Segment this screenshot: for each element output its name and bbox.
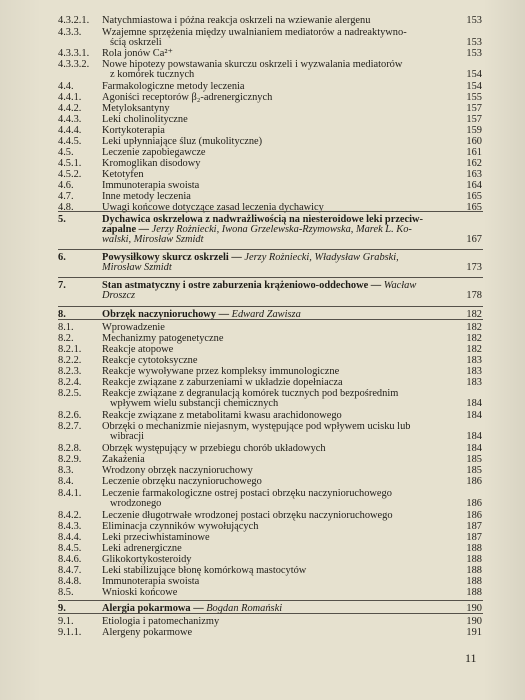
toc-title <box>102 367 432 377</box>
toc-page: 165 <box>466 191 482 202</box>
toc-number: 8.5. <box>58 587 74 598</box>
toc-title-line: Natychmiastowa i późna reakcja oskrzeli na wziewanie alergenu <box>102 15 371 26</box>
toc-page: 183 <box>466 355 482 366</box>
toc-title-line: Leczenie obrzęku naczynioruchowego <box>102 476 262 487</box>
toc-number: 8.2.8. <box>58 443 82 454</box>
toc-title-line: Mechanizmy patogenetyczne <box>102 333 224 344</box>
toc-page: 188 <box>466 554 482 565</box>
toc-number: 4.5.2. <box>58 169 82 180</box>
toc-title-line: walski, Mirosław Szmidt <box>102 234 204 245</box>
toc-number: 4.3.3. <box>58 27 82 38</box>
toc-page: 182 <box>466 322 482 333</box>
toc-page: 182 <box>466 333 482 344</box>
toc-number: 8.4.3. <box>58 521 82 532</box>
toc-page: 188 <box>466 576 482 587</box>
toc-number: 8.2.5. <box>58 388 82 399</box>
toc-page: 183 <box>466 377 482 388</box>
toc-title <box>102 159 432 169</box>
toc-number: 4.7. <box>58 191 74 202</box>
toc-number: 8.2.4. <box>58 377 82 388</box>
toc-number: 8.2.6. <box>58 410 82 421</box>
toc-number: 8.4.8. <box>58 576 82 587</box>
toc-title-line: Obrzęk naczynioruchowy — Edward Zawisza <box>102 309 301 320</box>
toc-number: 4.5. <box>58 147 74 158</box>
toc-number: 4.4.3. <box>58 114 82 125</box>
toc-title-line: Dychawica oskrzelowa z nadwrażliwością na niesteroidowe leki przeciw- <box>102 214 424 225</box>
toc-title <box>102 617 432 627</box>
toc-number: 8.2. <box>58 333 74 344</box>
toc-page: 153 <box>466 48 482 59</box>
toc-title <box>102 170 432 180</box>
toc-page: 187 <box>466 521 482 532</box>
toc-title-line: Rola jonów Ca²⁺ <box>102 48 173 59</box>
toc-divider <box>58 613 483 614</box>
toc-title-line: Eliminacja czynników wywołujących <box>102 521 259 532</box>
toc-title <box>102 577 432 587</box>
toc-title-line: z komórek tucznych <box>110 69 195 80</box>
toc-title-line: Alergia pokarmowa — Bogdan Romański <box>102 603 283 614</box>
toc-title-line: Wprowadzenie <box>102 322 165 333</box>
toc-page: 154 <box>466 69 482 80</box>
toc-title <box>102 378 432 388</box>
toc-page: 187 <box>466 532 482 543</box>
toc-number: 8.4.5. <box>58 543 82 554</box>
toc-page: 184 <box>466 410 482 421</box>
toc-page: 182 <box>466 309 482 320</box>
toc-title <box>102 49 432 59</box>
toc-number: 9. <box>58 603 66 614</box>
toc-title <box>102 477 432 487</box>
toc-number: 9.1.1. <box>58 627 82 638</box>
toc-title <box>102 466 432 476</box>
toc-divider <box>58 306 483 307</box>
toc-title <box>102 281 432 301</box>
toc-title-line: Powysiłkowy skurcz oskrzeli — Jerzy Rożniecki, Władysław Grabski, <box>102 252 399 263</box>
toc-title-line: Kortykoterapia <box>102 125 165 136</box>
toc-page: 184 <box>466 443 482 454</box>
toc-number: 8.2.3. <box>58 366 82 377</box>
toc-title-line: Glikokortykosteroidy <box>102 554 192 565</box>
toc-title-line: Nowe hipotezy powstawania skurczu oskrzeli i wyzwalania mediatorów <box>102 59 403 70</box>
toc-page: 185 <box>466 465 482 476</box>
toc-title <box>102 115 432 125</box>
toc-number: 4.8. <box>58 202 74 213</box>
toc-divider <box>58 600 483 601</box>
toc-number: 4.6. <box>58 180 74 191</box>
toc-number: 8. <box>58 309 66 320</box>
toc-page: 190 <box>466 603 482 614</box>
toc-divider <box>58 319 483 320</box>
toc-page: 186 <box>466 510 482 521</box>
toc-number: 8.4.7. <box>58 565 82 576</box>
toc-title-line: Reakcje związane z metabolitami kwasu arachidonowego <box>102 410 342 421</box>
toc-number: 8.4.6. <box>58 554 82 565</box>
toc-title-line: Alergeny pokarmowe <box>102 627 193 638</box>
toc-title <box>102 544 432 554</box>
toc-title-line: Wzajemne sprzężenia między uwalnianiem mediatorów a nadreaktywno- <box>102 27 407 38</box>
toc-title-line: Droszcz <box>102 290 136 301</box>
toc-title-line: Leki przeciwhistaminowe <box>102 532 210 543</box>
toc-number: 4.4.2. <box>58 103 82 114</box>
toc-title-line: Metyloksantyny <box>102 103 170 114</box>
toc-page: 173 <box>466 262 482 273</box>
toc-title <box>102 522 432 532</box>
toc-number: 7. <box>58 280 66 291</box>
toc-page: 188 <box>466 587 482 598</box>
toc-title-line: Inne metody leczenia <box>102 191 191 202</box>
toc-page: 191 <box>466 627 482 638</box>
toc-title-line: Leczenie zapobiegawcze <box>102 147 206 158</box>
toc-title <box>102 356 432 366</box>
toc-page: 190 <box>466 616 482 627</box>
toc-page: 162 <box>466 158 482 169</box>
toc-title <box>102 93 432 103</box>
toc-number: 4.4. <box>58 81 74 92</box>
toc-title-line: Mirosław Szmidt <box>102 262 172 273</box>
toc-page: 153 <box>466 15 482 26</box>
toc-title-line: Leki adrenergiczne <box>102 543 182 554</box>
toc-title-line: Leki cholinolityczne <box>102 114 188 125</box>
toc-title <box>102 422 432 442</box>
toc-divider <box>58 249 483 250</box>
toc-title-line: Reakcje wywoływane przez kompleksy immunologiczne <box>102 366 340 377</box>
toc-title <box>102 104 432 114</box>
toc-title <box>102 148 432 158</box>
toc-number: 4.4.5. <box>58 136 82 147</box>
toc-number: 6. <box>58 252 66 263</box>
toc-title-line: Wrodzony obrzęk naczynioruchowy <box>102 465 253 476</box>
toc-title <box>102 566 432 576</box>
toc-number: 9.1. <box>58 616 74 627</box>
toc-page: 182 <box>466 344 482 355</box>
toc-title-line: Ketotyfen <box>102 169 144 180</box>
toc-page: 160 <box>466 136 482 147</box>
toc-title-line: Immunoterapia swoista <box>102 180 200 191</box>
toc-title <box>102 192 432 202</box>
toc-page: 186 <box>466 476 482 487</box>
toc-title <box>102 511 432 521</box>
toc-title <box>102 444 432 454</box>
toc-title-line: Leki upłynniające śluz (mukolityczne) <box>102 136 263 147</box>
toc-title <box>102 126 432 136</box>
toc-page: 163 <box>466 169 482 180</box>
toc-title <box>102 628 432 638</box>
toc-title <box>102 28 432 48</box>
toc-title-line: Wnioski końcowe <box>102 587 178 598</box>
toc-number: 8.4.4. <box>58 532 82 543</box>
toc-title-line: wrodzonego <box>110 498 162 509</box>
toc-title-line: Immunoterapia swoista <box>102 576 200 587</box>
toc-title-line: Zakażenia <box>102 454 145 465</box>
toc-page: 155 <box>466 92 482 103</box>
toc-title <box>102 389 432 409</box>
toc-number: 8.2.9. <box>58 454 82 465</box>
toc-number: 4.3.3.2. <box>58 59 90 70</box>
toc-page: 165 <box>466 202 482 213</box>
toc-number: 8.2.2. <box>58 355 82 366</box>
toc-page: 164 <box>466 180 482 191</box>
toc-page: 167 <box>466 234 482 245</box>
toc-title-line: Obrzęki o mechanizmie niejasnym, występujące pod wpływem ucisku lub <box>102 421 411 432</box>
toc-title <box>102 533 432 543</box>
toc-number: 8.4. <box>58 476 74 487</box>
toc-title-line: Leki stabilizujące błonę komórkową mastocytów <box>102 565 307 576</box>
toc-title-line: Farmakologiczne metody leczenia <box>102 81 245 92</box>
toc-number: 8.4.2. <box>58 510 82 521</box>
toc-number: 4.3.2.1. <box>58 15 90 26</box>
toc-title-line: Kromoglikan disodowy <box>102 158 201 169</box>
toc-title <box>102 555 432 565</box>
toc-page: 157 <box>466 114 482 125</box>
toc-title-line: Uwagi końcowe dotyczące zasad leczenia dychawicy <box>102 202 324 213</box>
toc-title <box>102 60 432 80</box>
toc-page: 183 <box>466 366 482 377</box>
toc-page: 185 <box>466 454 482 465</box>
toc-title-line: Reakcje związane z zaburzeniami w układzie dopełniacza <box>102 377 343 388</box>
toc-title <box>102 345 432 355</box>
toc-page: 184 <box>466 398 482 409</box>
toc-title <box>102 215 432 245</box>
toc-title <box>102 411 432 421</box>
toc-number: 8.2.1. <box>58 344 82 355</box>
toc-page: 161 <box>466 147 482 158</box>
toc-title-line: ścią oskrzeli <box>110 37 162 48</box>
toc-number: 8.3. <box>58 465 74 476</box>
toc-number: 4.4.4. <box>58 125 82 136</box>
page-number: 11 <box>465 651 477 665</box>
toc-title <box>102 253 432 273</box>
toc-title-line: Obrzęk występujący w przebiegu chorób układowych <box>102 443 326 454</box>
toc-number: 5. <box>58 214 66 225</box>
toc-title <box>102 334 432 344</box>
toc-number: 4.4.1. <box>58 92 82 103</box>
toc-title-line: Agoniści receptorów β₂-adrenergicznych <box>102 92 273 103</box>
toc-title-line: Reakcje atopowe <box>102 344 174 355</box>
toc-title-line: Reakcje cytotoksyczne <box>102 355 198 366</box>
toc-title-line: Reakcje związane z degranulacją komórek tucznych pod bezpośrednim <box>102 388 399 399</box>
toc-page: 154 <box>466 81 482 92</box>
toc-title-line: wpływem wielu substancji chemicznych <box>110 398 279 409</box>
toc-page: 188 <box>466 543 482 554</box>
toc-title <box>102 82 432 92</box>
toc-title <box>102 323 432 333</box>
toc-number: 4.3.3.1. <box>58 48 90 59</box>
toc-title-line: Leczenie długotrwałe wrodzonej postaci obrzęku naczynioruchowego <box>102 510 393 521</box>
toc-title <box>102 588 432 598</box>
toc-page: 188 <box>466 565 482 576</box>
toc-title <box>102 455 432 465</box>
toc-number: 8.1. <box>58 322 74 333</box>
toc-title <box>102 16 432 26</box>
toc-page: 186 <box>466 498 482 509</box>
toc-title-line: zapalne — Jerzy Rożniecki, Iwona Grzelewska-Rzymowska, Marek L. Ko- <box>102 224 412 235</box>
toc-page: 153 <box>466 37 482 48</box>
toc-page: 159 <box>466 125 482 136</box>
toc-title <box>102 137 432 147</box>
toc-title-line: Stan astmatyczny i ostre zaburzenia krążeniowo-oddechowe — Wacław <box>102 280 417 291</box>
toc-number: 8.2.7. <box>58 421 82 432</box>
toc-number: 4.5.1. <box>58 158 82 169</box>
toc-number: 8.4.1. <box>58 488 82 499</box>
toc-title-line: Etiologia i patomechanizmy <box>102 616 220 627</box>
toc-divider <box>58 277 483 278</box>
toc-title-line: wibracji <box>110 431 145 442</box>
toc-title <box>102 181 432 191</box>
toc-title-line: Leczenie farmakologiczne ostrej postaci obrzęku naczynioruchowego <box>102 488 392 499</box>
toc-divider <box>58 211 483 212</box>
toc-page: 157 <box>466 103 482 114</box>
toc-page: 184 <box>466 431 482 442</box>
toc-title <box>102 489 432 509</box>
toc-page: 178 <box>466 290 482 301</box>
